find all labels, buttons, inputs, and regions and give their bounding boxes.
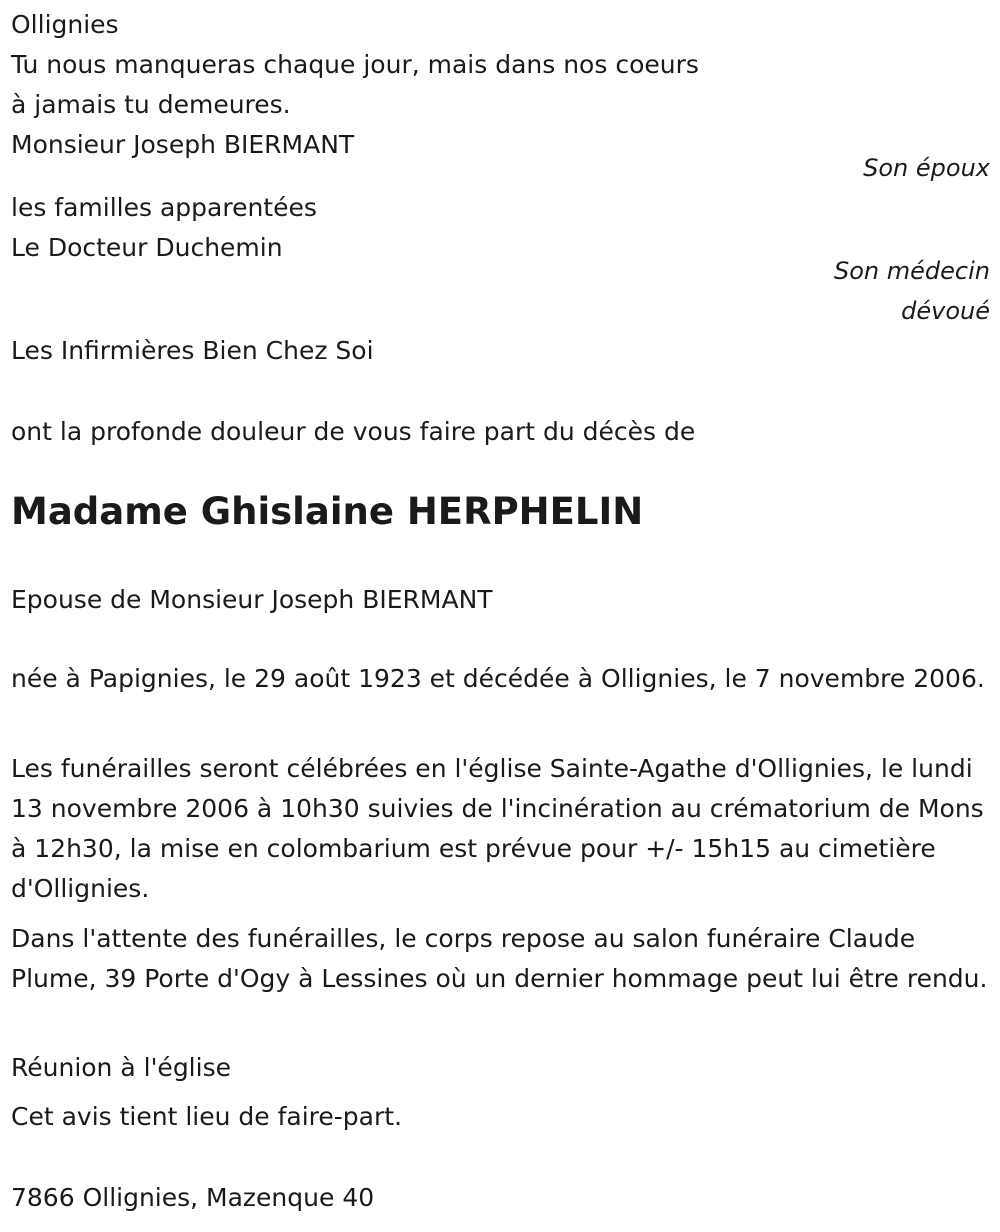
meeting-line: Réunion à l'église [11,1053,231,1082]
mourner-role-doctor-line-1: Son médecin [834,257,990,285]
viewing-details-paragraph: Dans l'attente des funérailles, le corps repose au salon funéraire Claude Plume, 39 Porte d'Ogy à Lessines où un dernier hommage peut lui être rendu. [11,924,988,993]
mourner-name-doctor: Le Docteur Duchemin [11,233,283,262]
deceased-name: Madame Ghislaine HERPHELIN [11,490,644,533]
mourner-role-spouse: Son époux [863,154,990,182]
poem-line-1: Tu nous manqueras chaque jour, mais dans nos coeurs [11,50,699,79]
town-line: Ollignies [11,10,119,39]
mourner-name-spouse: Monsieur Joseph BIERMANT [11,130,355,159]
mourner-name-nurses: Les Infirmières Bien Chez Soi [11,336,374,365]
mourner-name-families: les familles apparentées [11,193,317,222]
spouse-line: Epouse de Monsieur Joseph BIERMANT [11,585,493,614]
address-line: 7866 Ollignies, Mazenque 40 [11,1183,375,1212]
mourner-role-doctor-line-2: dévoué [901,297,990,325]
poem-line-2: à jamais tu demeures. [11,90,291,119]
notice-note-line: Cet avis tient lieu de faire-part. [11,1102,403,1131]
birth-death-paragraph: née à Papignies, le 29 août 1923 et décédée à Ollignies, le 7 novembre 2006. [11,664,985,693]
announcement-line: ont la profonde douleur de vous faire part du décès de [11,417,696,446]
funeral-details-paragraph: Les funérailles seront célébrées en l'église Sainte-Agathe d'Ollignies, le lundi 13 novembre 2006 à 10h30 suivies de l'incinération au crématorium de Mons à 12h30, la mise en colombarium est prévue pour +/- 15h15 au cimetière d'Ollignies. [11,754,984,903]
